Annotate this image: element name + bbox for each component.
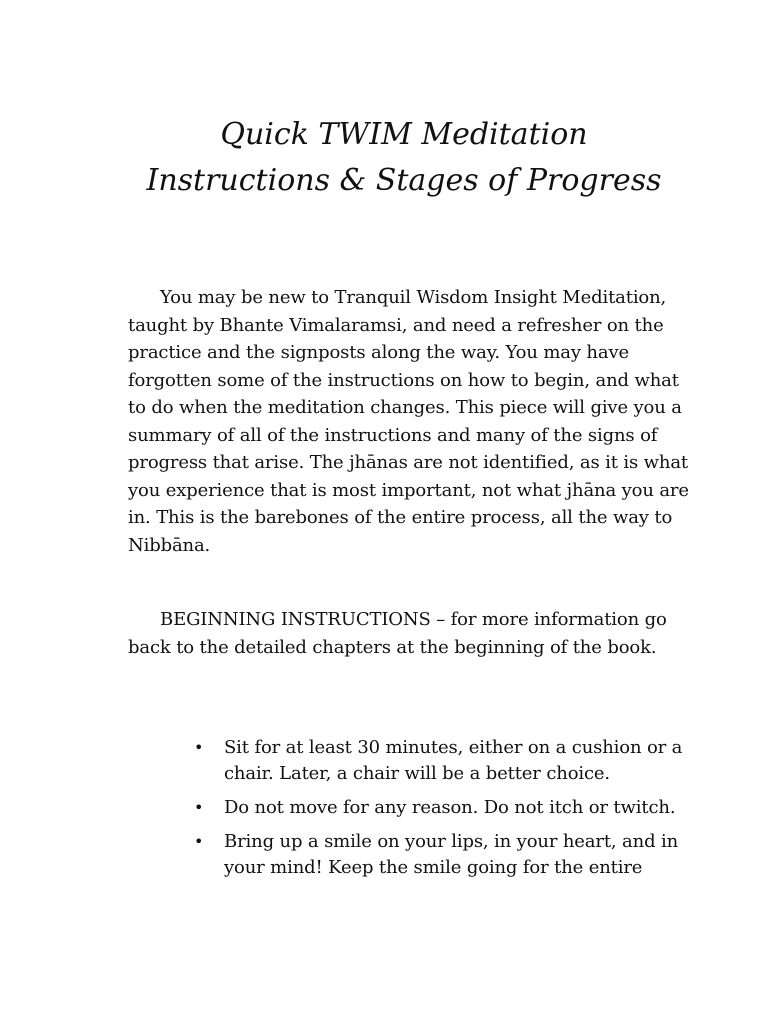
intro-paragraph: You may be new to Tranquil Wisdom Insight Meditation, taught by Bhante Vimalaramsi, and need a refresher on the practice and the signposts along the way. You may have forgotten some of the instructions on how to begin, and what to do when the meditation changes. This piece will give you a summary of all of the instructions and many of the signs of progress that arise. The jhānas are not identified, as it is what you experience that is most important, not what jhāna you are in. This is the barebones of the entire process, all the way to Nibbāna. bbox=[128, 287, 689, 556]
list-item bbox=[128, 795, 688, 821]
list-item-text: Sit for at least 30 minutes, either on a cushion or a chair. Later, a chair will be a better choice. bbox=[224, 737, 683, 784]
list-item-text: Do not move for any reason. Do not itch or twitch. bbox=[224, 797, 676, 818]
list-item bbox=[128, 735, 688, 787]
instruction-list bbox=[128, 735, 688, 889]
document-title bbox=[0, 112, 768, 204]
title-line-1: Quick TWIM Meditation bbox=[220, 117, 588, 152]
title-line-2: Instructions & Stages of Progress bbox=[146, 163, 662, 198]
bullet-icon: • bbox=[194, 738, 204, 757]
bullet-icon: • bbox=[194, 798, 204, 817]
list-item-text: Bring up a smile on your lips, in your heart, and in your mind! Keep the smile going for the entire bbox=[224, 831, 679, 878]
beginning-instructions-paragraph: BEGINNING INSTRUCTIONS – for more information go back to the detailed chapters at the beginning of the book. bbox=[128, 609, 667, 658]
bullet-icon: • bbox=[194, 832, 204, 851]
list-item bbox=[128, 829, 688, 881]
